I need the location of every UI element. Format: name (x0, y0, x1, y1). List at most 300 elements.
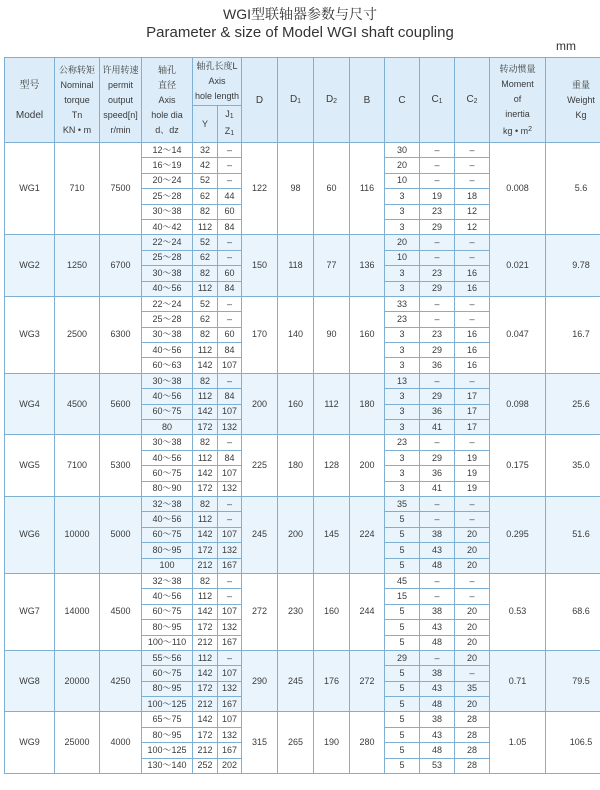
cell-C1: – (420, 512, 455, 527)
cell-length-y: 142 (193, 666, 218, 681)
cell-D: 290 (242, 650, 278, 712)
cell-C: 3 (385, 389, 420, 404)
cell-D2: 77 (314, 235, 350, 297)
cell-C: 3 (385, 266, 420, 281)
header-D2: D2 (314, 58, 350, 143)
cell-C1: 38 (420, 666, 455, 681)
cell-hole-dia: 40～56 (142, 389, 193, 404)
cell-C1: 23 (420, 204, 455, 219)
cell-C1: 43 (420, 620, 455, 635)
cell-C1: – (420, 173, 455, 188)
cell-D: 150 (242, 235, 278, 297)
cell-model: WG5 (5, 435, 55, 497)
cell-weight: 106.5 (546, 712, 600, 774)
cell-D1: 230 (278, 573, 314, 650)
cell-C1: – (420, 589, 455, 604)
cell-hole-dia: 30～38 (142, 435, 193, 450)
cell-length-y: 212 (193, 635, 218, 650)
cell-length-y: 142 (193, 527, 218, 542)
header-C: C (385, 58, 420, 143)
cell-length-y: 172 (193, 620, 218, 635)
cell-C2: 20 (455, 620, 490, 635)
cell-C2: – (455, 573, 490, 588)
cell-C2: – (455, 666, 490, 681)
spec-table (4, 57, 600, 774)
cell-D: 315 (242, 712, 278, 774)
cell-length-j1: – (218, 589, 242, 604)
cell-C1: – (420, 250, 455, 265)
cell-length-y: 112 (193, 389, 218, 404)
cell-C2: 35 (455, 681, 490, 696)
cell-length-j1: 132 (218, 681, 242, 696)
cell-length-y: 172 (193, 727, 218, 742)
cell-D1: 180 (278, 435, 314, 497)
cell-C: 13 (385, 373, 420, 388)
cell-length-j1: 132 (218, 620, 242, 635)
cell-length-y: 112 (193, 650, 218, 665)
cell-C: 3 (385, 466, 420, 481)
cell-C2: – (455, 496, 490, 511)
cell-weight: 25.6 (546, 373, 600, 435)
cell-C2: – (455, 589, 490, 604)
cell-length-j1: – (218, 373, 242, 388)
table-row (5, 573, 600, 588)
cell-C1: – (420, 158, 455, 173)
cell-length-y: 142 (193, 712, 218, 727)
cell-inertia: 0.295 (490, 496, 546, 573)
cell-D: 200 (242, 373, 278, 435)
cell-C1: 53 (420, 758, 455, 773)
cell-speed: 5600 (100, 373, 142, 435)
cell-C2: – (455, 173, 490, 188)
cell-C1: 43 (420, 727, 455, 742)
cell-C1: – (420, 296, 455, 311)
table-body (5, 143, 600, 774)
table-row (5, 143, 600, 158)
cell-C1: 36 (420, 358, 455, 373)
cell-hole-dia: 32～38 (142, 496, 193, 511)
cell-C2: 28 (455, 743, 490, 758)
cell-length-y: 62 (193, 189, 218, 204)
cell-length-j1: 202 (218, 758, 242, 773)
cell-C: 10 (385, 173, 420, 188)
cell-C1: 29 (420, 343, 455, 358)
cell-C1: 23 (420, 327, 455, 342)
cell-hole-dia: 30～38 (142, 204, 193, 219)
cell-speed: 5000 (100, 496, 142, 573)
cell-C1: – (420, 235, 455, 250)
table-row (5, 712, 600, 727)
cell-model: WG3 (5, 296, 55, 373)
cell-torque: 1250 (55, 235, 100, 297)
cell-C2: 28 (455, 758, 490, 773)
cell-C: 20 (385, 158, 420, 173)
cell-C: 5 (385, 512, 420, 527)
cell-C1: – (420, 143, 455, 158)
cell-C2: 16 (455, 358, 490, 373)
cell-hole-dia: 60～75 (142, 666, 193, 681)
cell-length-j1: 84 (218, 389, 242, 404)
cell-D2: 112 (314, 373, 350, 435)
cell-length-y: 172 (193, 543, 218, 558)
cell-hole-dia: 20～24 (142, 173, 193, 188)
cell-hole-dia: 100 (142, 558, 193, 573)
cell-hole-dia: 55～56 (142, 650, 193, 665)
cell-inertia: 0.021 (490, 235, 546, 297)
cell-hole-dia: 80～95 (142, 681, 193, 696)
cell-D1: 160 (278, 373, 314, 435)
cell-length-j1: – (218, 496, 242, 511)
cell-C2: 19 (455, 466, 490, 481)
cell-D2: 176 (314, 650, 350, 712)
cell-length-y: 112 (193, 450, 218, 465)
cell-length-y: 82 (193, 266, 218, 281)
unit-label: mm (556, 39, 576, 53)
cell-hole-dia: 80～95 (142, 727, 193, 742)
cell-C: 5 (385, 558, 420, 573)
cell-C: 5 (385, 681, 420, 696)
header-hole-length-j1-z1: J1 Z1 (218, 106, 242, 143)
cell-inertia: 0.098 (490, 373, 546, 435)
cell-C1: 48 (420, 697, 455, 712)
cell-hole-dia: 25～28 (142, 250, 193, 265)
cell-C1: 29 (420, 450, 455, 465)
cell-length-j1: – (218, 143, 242, 158)
cell-length-j1: 84 (218, 450, 242, 465)
cell-C: 30 (385, 143, 420, 158)
cell-hole-dia: 65～75 (142, 712, 193, 727)
cell-C1: 41 (420, 420, 455, 435)
cell-C: 5 (385, 543, 420, 558)
cell-C2: 17 (455, 389, 490, 404)
cell-C: 5 (385, 635, 420, 650)
header-hole-length-y: Y (193, 106, 218, 143)
cell-length-j1: 107 (218, 527, 242, 542)
cell-C2: 28 (455, 727, 490, 742)
cell-hole-dia: 60～75 (142, 466, 193, 481)
cell-C: 3 (385, 204, 420, 219)
cell-C1: 38 (420, 604, 455, 619)
cell-speed: 7500 (100, 143, 142, 235)
cell-length-y: 212 (193, 558, 218, 573)
cell-length-j1: 167 (218, 743, 242, 758)
cell-C: 5 (385, 758, 420, 773)
cell-length-y: 82 (193, 327, 218, 342)
cell-length-j1: 60 (218, 327, 242, 342)
table-row (5, 496, 600, 511)
cell-B: 224 (350, 496, 385, 573)
cell-length-j1: 132 (218, 420, 242, 435)
cell-length-j1: – (218, 296, 242, 311)
cell-length-j1: – (218, 158, 242, 173)
cell-B: 272 (350, 650, 385, 712)
cell-length-y: 32 (193, 143, 218, 158)
cell-inertia: 0.047 (490, 296, 546, 373)
cell-length-j1: 132 (218, 727, 242, 742)
cell-B: 180 (350, 373, 385, 435)
cell-torque: 25000 (55, 712, 100, 774)
cell-hole-dia: 80～95 (142, 620, 193, 635)
cell-length-y: 172 (193, 681, 218, 696)
cell-length-y: 112 (193, 219, 218, 234)
cell-length-y: 142 (193, 466, 218, 481)
cell-C2: 12 (455, 219, 490, 234)
cell-C2: 19 (455, 481, 490, 496)
cell-B: 280 (350, 712, 385, 774)
cell-C2: 17 (455, 404, 490, 419)
cell-C: 5 (385, 604, 420, 619)
cell-weight: 5.6 (546, 143, 600, 235)
cell-C2: 17 (455, 420, 490, 435)
cell-C1: – (420, 496, 455, 511)
cell-length-y: 172 (193, 481, 218, 496)
cell-length-j1: 107 (218, 358, 242, 373)
table-row (5, 373, 600, 388)
cell-C: 23 (385, 435, 420, 450)
cell-length-y: 82 (193, 373, 218, 388)
cell-D2: 128 (314, 435, 350, 497)
cell-length-y: 82 (193, 435, 218, 450)
cell-C1: 43 (420, 681, 455, 696)
cell-hole-dia: 60～63 (142, 358, 193, 373)
cell-torque: 20000 (55, 650, 100, 712)
cell-hole-dia: 100～125 (142, 697, 193, 712)
cell-D: 225 (242, 435, 278, 497)
cell-torque: 14000 (55, 573, 100, 650)
cell-C1: 48 (420, 558, 455, 573)
cell-C2: 19 (455, 450, 490, 465)
cell-hole-dia: 30～38 (142, 266, 193, 281)
cell-C2: – (455, 250, 490, 265)
cell-model: WG8 (5, 650, 55, 712)
cell-speed: 4500 (100, 573, 142, 650)
cell-C: 33 (385, 296, 420, 311)
cell-C1: – (420, 373, 455, 388)
header-speed: 许用转速 permit output speed[n] r/min (100, 58, 142, 143)
cell-C: 20 (385, 235, 420, 250)
cell-hole-dia: 40～42 (142, 219, 193, 234)
cell-C2: – (455, 143, 490, 158)
header-C1: C1 (420, 58, 455, 143)
cell-C1: – (420, 435, 455, 450)
cell-length-j1: 107 (218, 604, 242, 619)
cell-length-j1: – (218, 573, 242, 588)
cell-length-j1: 107 (218, 666, 242, 681)
cell-hole-dia: 60～75 (142, 404, 193, 419)
cell-hole-dia: 60～75 (142, 604, 193, 619)
cell-torque: 10000 (55, 496, 100, 573)
cell-B: 136 (350, 235, 385, 297)
cell-length-j1: 84 (218, 219, 242, 234)
cell-D2: 160 (314, 573, 350, 650)
cell-D2: 60 (314, 143, 350, 235)
cell-speed: 4000 (100, 712, 142, 774)
cell-C: 3 (385, 404, 420, 419)
header-inertia: 转动惯量 Moment of inertia kg • $m^2$ (490, 58, 546, 143)
cell-C2: 16 (455, 343, 490, 358)
cell-C1: – (420, 573, 455, 588)
header-B: B (350, 58, 385, 143)
cell-C2: 18 (455, 189, 490, 204)
title-english: Parameter & size of Model WGI shaft coupling (146, 24, 454, 41)
cell-inertia: 0.008 (490, 143, 546, 235)
cell-length-j1: 60 (218, 204, 242, 219)
cell-length-j1: 84 (218, 281, 242, 296)
cell-D1: 245 (278, 650, 314, 712)
cell-D1: 118 (278, 235, 314, 297)
cell-model: WG1 (5, 143, 55, 235)
cell-length-y: 252 (193, 758, 218, 773)
cell-D: 122 (242, 143, 278, 235)
cell-hole-dia: 22～24 (142, 235, 193, 250)
header-weight: 重量 Weight Kg (546, 58, 600, 143)
cell-C2: – (455, 158, 490, 173)
cell-hole-dia: 16～19 (142, 158, 193, 173)
cell-C2: 20 (455, 527, 490, 542)
cell-C1: 29 (420, 219, 455, 234)
cell-C: 10 (385, 250, 420, 265)
cell-D1: 98 (278, 143, 314, 235)
cell-hole-dia: 130～140 (142, 758, 193, 773)
cell-length-y: 82 (193, 573, 218, 588)
cell-length-j1: 107 (218, 712, 242, 727)
cell-hole-dia: 80～90 (142, 481, 193, 496)
cell-C: 5 (385, 743, 420, 758)
cell-length-j1: 167 (218, 635, 242, 650)
table-row (5, 650, 600, 665)
cell-C1: 48 (420, 635, 455, 650)
cell-C2: – (455, 373, 490, 388)
cell-C: 15 (385, 589, 420, 604)
cell-hole-dia: 22～24 (142, 296, 193, 311)
cell-weight: 68.6 (546, 573, 600, 650)
cell-speed: 5300 (100, 435, 142, 497)
cell-length-y: 212 (193, 697, 218, 712)
cell-hole-dia: 80～95 (142, 543, 193, 558)
cell-speed: 6700 (100, 235, 142, 297)
cell-D1: 140 (278, 296, 314, 373)
cell-length-y: 62 (193, 312, 218, 327)
cell-inertia: 1.05 (490, 712, 546, 774)
cell-speed: 6300 (100, 296, 142, 373)
cell-C2: 16 (455, 281, 490, 296)
cell-length-j1: 107 (218, 466, 242, 481)
cell-length-j1: 167 (218, 697, 242, 712)
cell-C1: – (420, 650, 455, 665)
cell-C: 5 (385, 712, 420, 727)
cell-C: 3 (385, 481, 420, 496)
cell-C2: 20 (455, 543, 490, 558)
cell-length-j1: 60 (218, 266, 242, 281)
cell-length-y: 82 (193, 204, 218, 219)
cell-length-j1: – (218, 435, 242, 450)
cell-C: 35 (385, 496, 420, 511)
cell-model: WG4 (5, 373, 55, 435)
cell-hole-dia: 80 (142, 420, 193, 435)
cell-C2: 20 (455, 635, 490, 650)
cell-length-j1: – (218, 312, 242, 327)
cell-length-j1: 107 (218, 404, 242, 419)
cell-C1: 23 (420, 266, 455, 281)
cell-C: 5 (385, 666, 420, 681)
cell-hole-dia: 100～110 (142, 635, 193, 650)
cell-C2: 16 (455, 327, 490, 342)
cell-D: 272 (242, 573, 278, 650)
cell-model: WG7 (5, 573, 55, 650)
cell-C1: 19 (420, 189, 455, 204)
cell-length-y: 172 (193, 420, 218, 435)
cell-C: 5 (385, 527, 420, 542)
cell-length-y: 52 (193, 173, 218, 188)
cell-length-j1: – (218, 173, 242, 188)
cell-hole-dia: 40～56 (142, 281, 193, 296)
title-chinese: WGI型联轴器参数与尺寸 (223, 6, 377, 22)
cell-C2: 20 (455, 650, 490, 665)
cell-C1: 38 (420, 712, 455, 727)
cell-C1: 41 (420, 481, 455, 496)
cell-hole-dia: 40～56 (142, 450, 193, 465)
cell-C1: 43 (420, 543, 455, 558)
cell-B: 160 (350, 296, 385, 373)
header-D: D (242, 58, 278, 143)
cell-B: 200 (350, 435, 385, 497)
cell-C2: – (455, 512, 490, 527)
cell-torque: 7100 (55, 435, 100, 497)
cell-C: 3 (385, 343, 420, 358)
cell-C: 3 (385, 450, 420, 465)
cell-inertia: 0.53 (490, 573, 546, 650)
cell-torque: 710 (55, 143, 100, 235)
header-D1: D1 (278, 58, 314, 143)
cell-model: WG6 (5, 496, 55, 573)
cell-D1: 200 (278, 496, 314, 573)
cell-C2: – (455, 296, 490, 311)
cell-B: 244 (350, 573, 385, 650)
cell-C: 3 (385, 189, 420, 204)
cell-C2: 16 (455, 266, 490, 281)
cell-C2: – (455, 435, 490, 450)
cell-C: 5 (385, 697, 420, 712)
cell-length-y: 212 (193, 743, 218, 758)
cell-C: 3 (385, 281, 420, 296)
cell-length-y: 112 (193, 343, 218, 358)
cell-length-j1: 84 (218, 343, 242, 358)
cell-C1: – (420, 312, 455, 327)
cell-C: 5 (385, 620, 420, 635)
cell-torque: 4500 (55, 373, 100, 435)
cell-inertia: 0.71 (490, 650, 546, 712)
cell-length-j1: – (218, 250, 242, 265)
cell-length-y: 52 (193, 296, 218, 311)
cell-C2: 20 (455, 558, 490, 573)
cell-length-j1: 132 (218, 543, 242, 558)
cell-C1: 38 (420, 527, 455, 542)
cell-hole-dia: 25～28 (142, 189, 193, 204)
table-row (5, 296, 600, 311)
cell-length-y: 142 (193, 404, 218, 419)
cell-torque: 2500 (55, 296, 100, 373)
cell-length-y: 42 (193, 158, 218, 173)
cell-C2: 20 (455, 604, 490, 619)
cell-weight: 79.5 (546, 650, 600, 712)
cell-D: 170 (242, 296, 278, 373)
cell-C2: – (455, 235, 490, 250)
cell-C: 45 (385, 573, 420, 588)
cell-speed: 4250 (100, 650, 142, 712)
header-model: 型号 Model (5, 58, 55, 143)
cell-hole-dia: 40～56 (142, 589, 193, 604)
cell-length-j1: – (218, 512, 242, 527)
